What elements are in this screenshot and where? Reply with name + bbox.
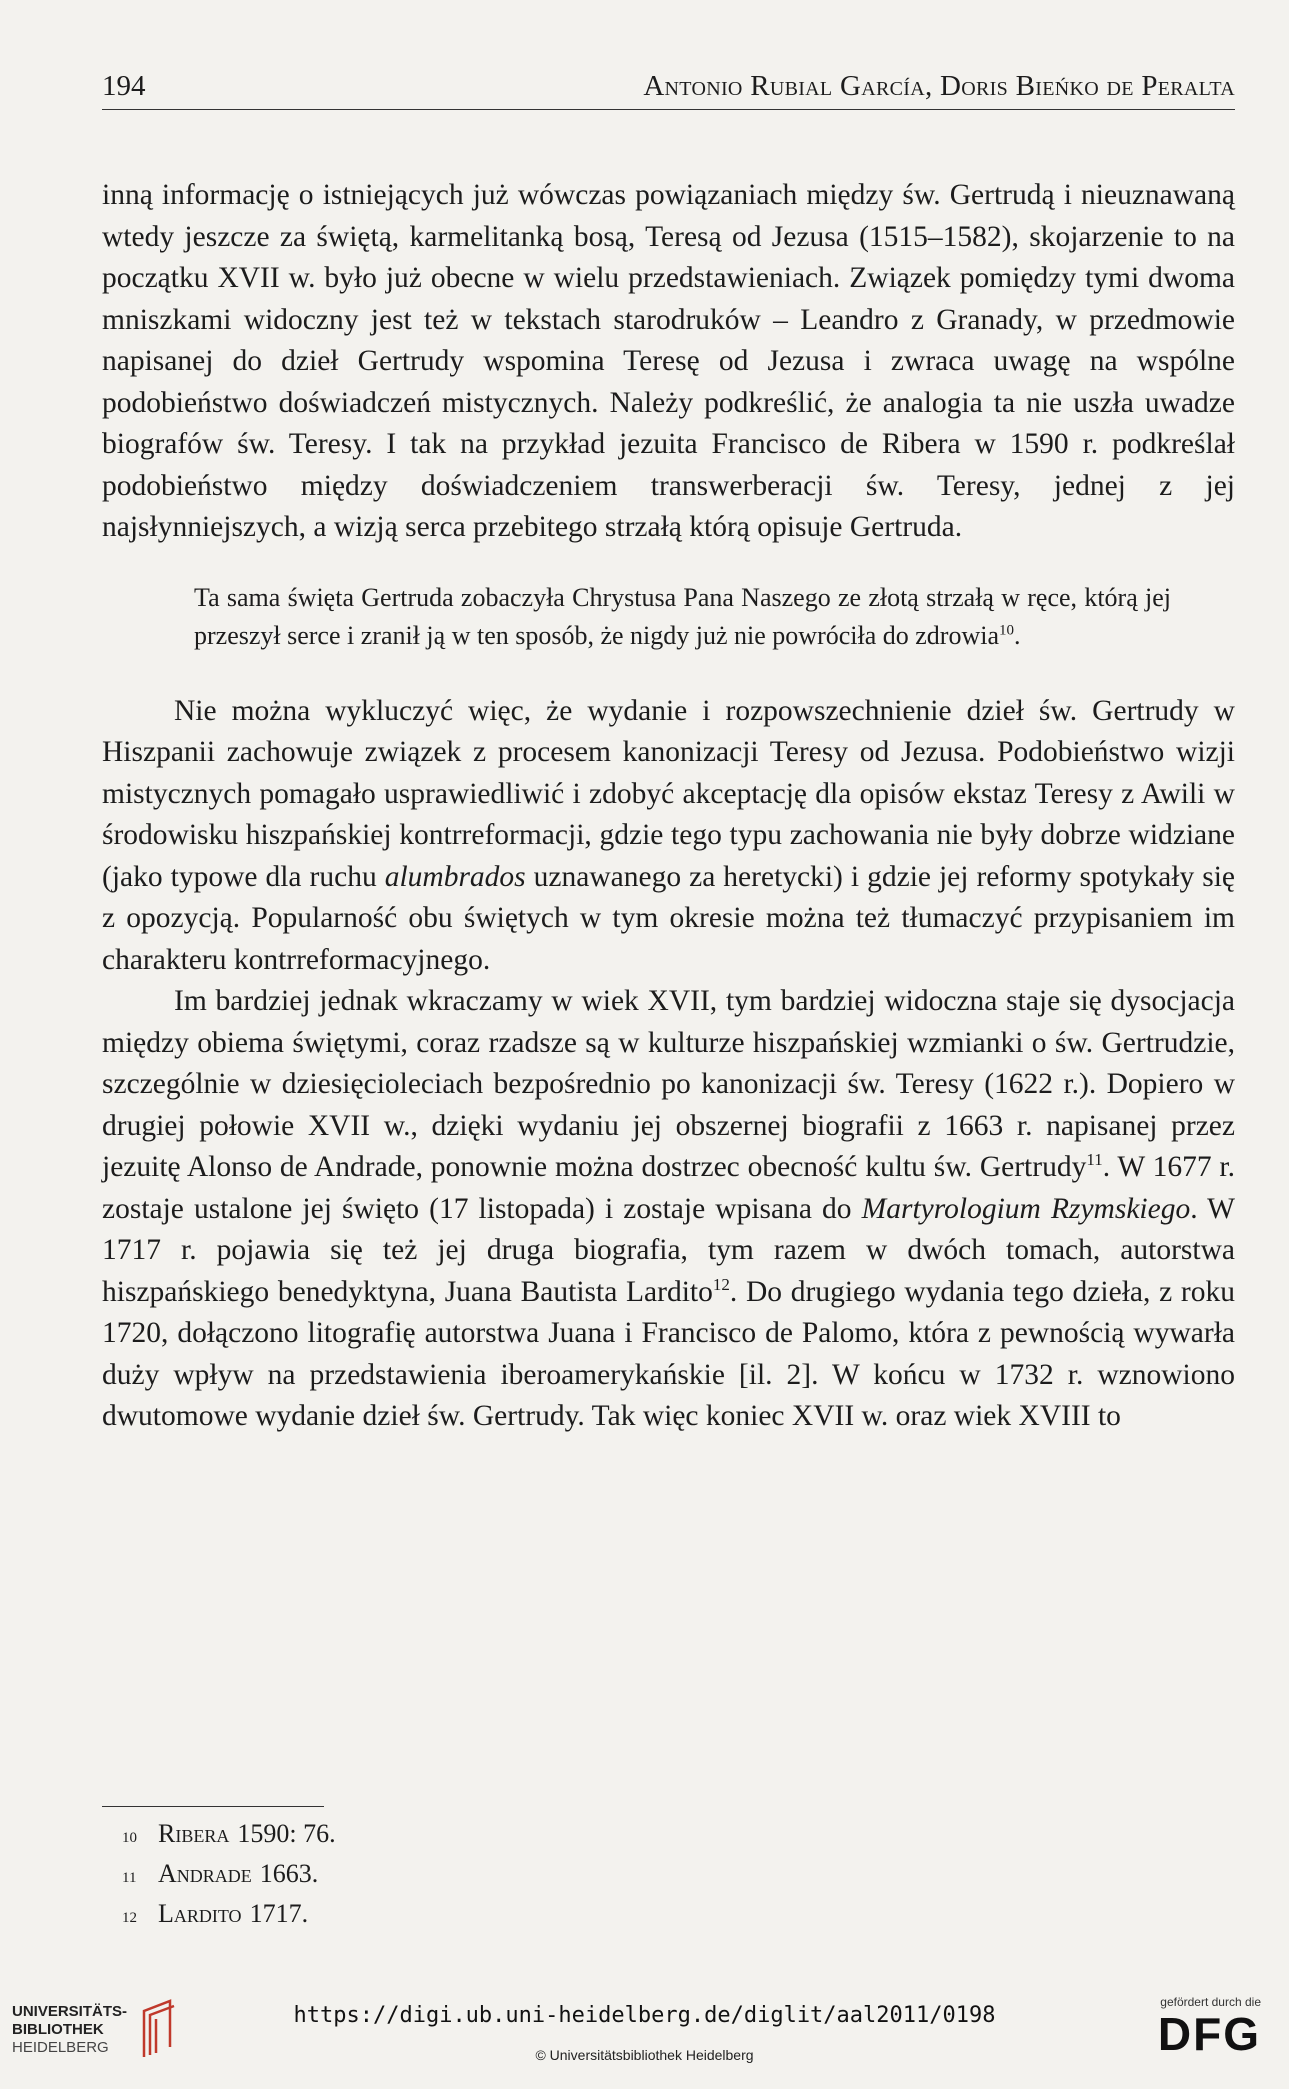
footnote-10 <box>122 1816 1022 1856</box>
dfg-logo: DFG <box>1157 2008 1261 2060</box>
footnote-ref-11[interactable]: 11 <box>1086 1150 1103 1170</box>
paragraph-3-text-d: . Do drugiego wydania tego dzieła, z roku 1720, dołączono litografię autorstwa Juana i Francisco de Palomo, która z pewnością wywarła duży wpływ na przedstawienia iberoamerykańskie [il. 2]. W końcu w 1732 r. wznowiono dwutomowe wydanie dzieł św. Gertrudy. Tak więc koniec XVII w. oraz wiek XVIII to <box>102 1275 1235 1432</box>
copyright-notice: © Universitätsbibliothek Heidelberg <box>535 2047 754 2063</box>
funder-badge <box>1158 1995 1261 2059</box>
paragraph-3-text-b: . W 1677 r. zostaje ustalone jej święto (17 listopada) i zostaje wpisana do <box>102 1151 1235 1225</box>
paragraph-1: inną informację o istniejących już wówczas powiązaniach między św. Gertrudą i nieuznawaną wtedy jeszcze za świętą, karmelitanką bosą, Teresą od Jezusa (1515–1582), skojarzenie to na początku XVII w. było już obecne w wielu przedstawieniach. Związek pomiędzy tymi dwoma mniszkami widoczny jest też w tekstach starodruków – Leandro z Granady, w przedmowie napisanej do dzieł Gertrudy wspomina Teresę od Jezusa i zwraca uwagę na wspólne podobieństwo doświadczeń mistycznych. Należy podkreślić, że analogia ta nie uszła uwadze biografów św. Teresy. I tak na przykład jezuita Francisco de Ribera w 1590 r. podkreślał podobieństwo między doświadczeniem transwerberacji św. Teresy, jednej z jej najsłynniejszych, a wizją serca przebitego strzałą którą opisuje Gertruda. <box>102 179 1235 543</box>
footnote-author: Lardito <box>158 1899 242 1928</box>
library-logo-line3: HEIDELBERG <box>12 2039 109 2056</box>
footnote-author: Andrade <box>158 1859 252 1888</box>
paragraph-2-end: uznawanego za heretycki) i gdzie jej reformy spotykały się z opozycją. Popularność obu świętych w tym okresie można też tłumaczyć przypisaniem im charakteru kontrreformacyjnego. <box>102 860 1235 976</box>
paragraph-2 <box>102 691 1235 982</box>
library-logo-line2: BIBLIOTHEK <box>12 2021 104 2038</box>
quote-text: Ta sama święta Gertruda zobaczyła Chrystusa Pana Naszego ze złotą strzałą w ręce, którą jej przeszył serce i zranił ją w ten sposób, że nigdy już nie powróciła do zdrowia <box>194 582 1171 650</box>
page-header <box>102 70 1235 110</box>
footnote-reference: 1590: 76. <box>237 1819 336 1848</box>
footnote-reference: 1717. <box>249 1899 309 1928</box>
funder-caption: gefördert durch die <box>1160 1995 1261 2009</box>
footnotes <box>122 1816 1022 1936</box>
footnote-number: 12 <box>122 1910 137 1926</box>
digitization-footer <box>0 1985 1289 2089</box>
paragraph-3-text-c: . W 1717 r. pojawia się też jej druga biografia, tym razem w dwóch tomach, autorstwa hiszpańskiego benedyktyna, Juana Bautista Lardito <box>102 1192 1236 1308</box>
footnote-author: Ribera <box>158 1819 230 1848</box>
main-text <box>102 175 1235 1438</box>
permalink-url[interactable]: https://digi.ub.uni-heidelberg.de/diglit/aal2011/0198 <box>293 2003 996 2028</box>
paragraph-3-text-a: Im bardziej jednak wkraczamy w wiek XVII, tym bardziej widoczna staje się dysocjacja między obiema świętymi, coraz rzadsze są w kulturze hiszpańskiej wzmianki o św. Gertrudzie, szczególnie w dziesięcioleciach bezpośrednio po kanonizacji św. Teresy (1622 r.). Dopiero w drugiej połowie XVII w., dzięki wydaniu jej obszernej biografii z 1663 r. napisanej przez jezuitę Alonso de Andrade, ponownie można dostrzec obecność kultu św. Gertrudy <box>102 985 1235 1183</box>
footnote-reference: 1663. <box>259 1859 319 1888</box>
footnote-12 <box>122 1896 1022 1936</box>
footnote-ref-10[interactable]: 10 <box>999 621 1014 638</box>
quote-end: . <box>1014 620 1021 650</box>
footnote-divider <box>102 1806 324 1807</box>
footnote-11 <box>122 1856 1022 1896</box>
running-head: Antonio Rubial García, Doris Bieńko de Peralta <box>643 70 1235 102</box>
paragraph-3-italic: Martyrologium Rzymskiego <box>861 1192 1191 1225</box>
footnote-number: 10 <box>122 1830 137 1846</box>
library-logo-line1: UNIVERSITÄTS- <box>12 2003 128 2020</box>
paragraph-3 <box>102 981 1235 1438</box>
footnote-number: 11 <box>122 1870 137 1886</box>
paragraph-2-italic: alumbrados <box>384 860 526 893</box>
page-number: 194 <box>102 70 146 102</box>
block-quote <box>194 579 1171 655</box>
paragraph-2-text: Nie można wykluczyć więc, że wydanie i rozpowszechnienie dzieł św. Gertrudy w Hiszpanii zachowuje związek z procesem kanonizacji Teresy od Jezusa. Podobieństwo wizji mistycznych pomagało usprawiedliwić i zdobyć akceptację dla opisów ekstaz Teresy z Awili w środowisku hiszpańskiej kontrreformacji, gdzie tego typu zachowania nie były dobrze widziane (jako typowe dla ruchu <box>102 694 1235 893</box>
footnote-ref-12[interactable]: 12 <box>712 1274 730 1294</box>
